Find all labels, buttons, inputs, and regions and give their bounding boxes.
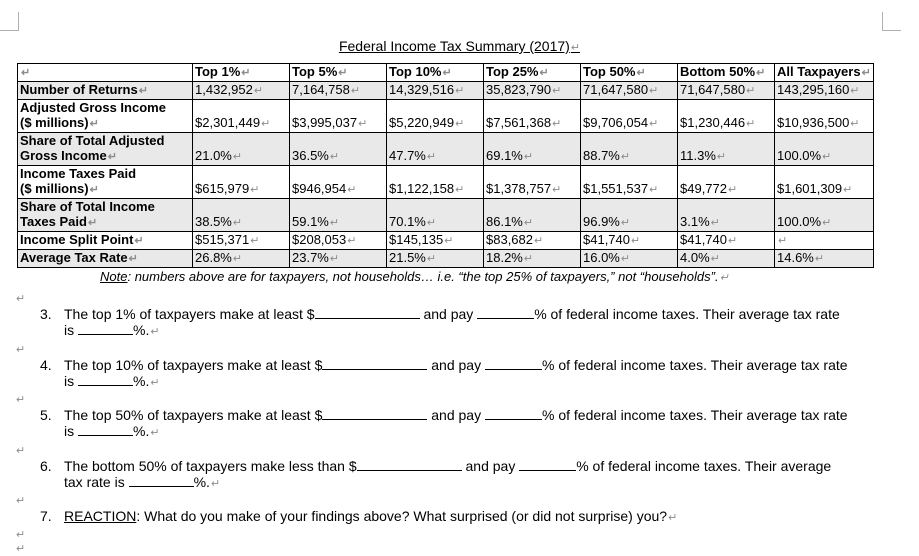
cell-value: 35,823,790 [486, 82, 552, 97]
header-label: Bottom 50% [680, 64, 756, 79]
cell-value: $3,995,037 [292, 115, 358, 130]
cell-mark: ↵ [746, 118, 756, 130]
table-cell [678, 199, 775, 232]
table-cell [387, 100, 484, 133]
cell-value: 86.1% [486, 214, 523, 229]
table-cell [678, 250, 775, 268]
cell-value: 100.0% [777, 214, 822, 229]
cell-mark: ↵ [649, 184, 659, 196]
table-cell [193, 199, 290, 232]
table-cell [193, 166, 290, 199]
question-text: % of federal income taxes. Their average tax rate [541, 357, 848, 373]
cell-value: 71,647,580 [583, 82, 649, 97]
cell-mark: ↵ [649, 118, 659, 130]
cell-mark: ↵ [329, 217, 340, 229]
cell-mark: ↵ [552, 184, 562, 196]
cell-value: $1,122,158 [389, 181, 455, 196]
question-text: is [64, 322, 78, 338]
table-cell [775, 133, 874, 166]
table-cell [581, 166, 678, 199]
cell-mark: ↵ [843, 184, 853, 196]
cell-mark: ↵ [250, 235, 260, 247]
table-cell [387, 250, 484, 268]
table-header-row [18, 64, 874, 82]
tax-summary-table [17, 63, 874, 268]
reaction-label: REACTION [64, 508, 137, 524]
table-cell [193, 82, 290, 100]
row-label-cell [18, 250, 193, 268]
cell-mark: ↵ [241, 67, 251, 79]
cell-value: $1,601,309 [777, 181, 843, 196]
header-label: Top 1% [195, 64, 241, 79]
paragraph-mark: ↵ [16, 495, 26, 507]
cell-value: $515,371 [195, 232, 250, 247]
cell-mark: ↵ [850, 85, 860, 97]
table-cell [775, 232, 874, 250]
cell-mark: ↵ [455, 85, 465, 97]
cell-mark: ↵ [87, 217, 98, 229]
row-label: Taxes Paid [20, 214, 87, 229]
cell-mark: ↵ [620, 217, 631, 229]
table-cell [678, 232, 775, 250]
answer-blank-share[interactable] [477, 306, 534, 319]
table-cell [484, 199, 581, 232]
question-text: tax rate is [64, 474, 129, 490]
cell-value: $2,301,449 [195, 115, 261, 130]
table-cell [678, 82, 775, 100]
cell-mark: ↵ [426, 151, 437, 163]
question-item [40, 306, 890, 340]
table-cell [775, 82, 874, 100]
question-continuation [40, 423, 890, 441]
row-label-cell [18, 82, 193, 100]
question-item [40, 407, 890, 441]
table-cell [290, 100, 387, 133]
table-cell [290, 250, 387, 268]
row-label: Share of Total Income [20, 199, 155, 214]
table-cell [387, 133, 484, 166]
paragraph-mark: ↵ [150, 377, 160, 389]
paragraph-mark: ↵ [668, 512, 678, 524]
table-cell [290, 199, 387, 232]
cell-mark: ↵ [350, 85, 361, 97]
row-label: Number of Returns [20, 82, 138, 97]
cell-mark: ↵ [620, 253, 631, 265]
cell-value: 7,164,758 [292, 82, 350, 97]
question-text: The top 1% of taxpayers make at least $ [64, 306, 315, 322]
page-corner-top-right [882, 12, 901, 31]
table-cell [387, 82, 484, 100]
question-number: 3. [40, 306, 52, 322]
cell-value: 3.1% [680, 214, 710, 229]
question-text: and pay [461, 458, 520, 474]
cell-value: $145,135 [389, 232, 444, 247]
table-cell [581, 250, 678, 268]
table-cell [581, 82, 678, 100]
cell-value: 11.3% [680, 148, 716, 163]
cell-mark: ↵ [347, 184, 357, 196]
cell-value: 88.7% [583, 148, 620, 163]
cell-value: $1,230,446 [680, 115, 746, 130]
cell-value: 36.5% [292, 148, 329, 163]
page-corner-top-left [0, 12, 19, 31]
cell-mark: ↵ [636, 67, 646, 79]
question-text: is [64, 373, 78, 389]
answer-blank-income[interactable] [357, 458, 462, 471]
table-cell [775, 100, 874, 133]
header-label: All Taxpayers [777, 64, 861, 79]
cell-value: 38.5% [195, 214, 232, 229]
row-label: Share of Total Adjusted [20, 133, 165, 148]
table-cell [484, 232, 581, 250]
paragraph-mark: ↵ [719, 272, 729, 284]
paragraph-mark: ↵ [16, 445, 26, 457]
cell-mark: ↵ [552, 118, 562, 130]
paragraph-mark: ↵ [210, 478, 221, 490]
cell-value: 100.0% [777, 148, 822, 163]
reaction-text: : What do you make of your findings above? What surprised (or did not surprise) you? [136, 508, 668, 524]
cell-mark: ↵ [444, 235, 454, 247]
question-text: %. [133, 423, 150, 439]
table-cell [581, 100, 678, 133]
header-cell [484, 64, 581, 82]
question-reaction [40, 509, 890, 526]
table-row [18, 232, 874, 250]
paragraph-mark: ↵ [150, 326, 160, 338]
table-cell [484, 250, 581, 268]
question-number: 4. [40, 357, 52, 373]
question-continuation [40, 322, 890, 340]
cell-mark: ↵ [329, 253, 340, 265]
cell-mark: ↵ [138, 85, 148, 97]
question-number: 7. [40, 508, 52, 524]
table-row [18, 100, 874, 133]
cell-value: $41,740 [680, 232, 727, 247]
question-text: % of federal income taxes. Their average [576, 458, 832, 474]
table-cell [290, 82, 387, 100]
row-label-cell [18, 232, 193, 250]
question-text: The top 10% of taxpayers make at least $ [64, 357, 323, 373]
row-label-cell [18, 199, 193, 232]
table-cell [387, 199, 484, 232]
header-cell [387, 64, 484, 82]
paragraph-mark: ↵ [16, 394, 26, 406]
table-row [18, 250, 874, 268]
header-label: Top 25% [486, 64, 539, 79]
table-cell [581, 199, 678, 232]
question-continuation [40, 373, 890, 391]
cell-mark: ↵ [523, 151, 534, 163]
row-label: Average Tax Rate [20, 250, 128, 265]
paragraph-mark: ↵ [570, 42, 581, 54]
paragraph-mark: ↵ [16, 543, 26, 555]
cell-mark: ↵ [814, 253, 825, 265]
table-cell [387, 232, 484, 250]
cell-value: $49,772 [680, 181, 727, 196]
header-corner-cell [18, 64, 193, 82]
question-text: and pay [427, 407, 485, 423]
header-label: Top 10% [389, 64, 442, 79]
header-label: Top 5% [292, 64, 338, 79]
table-cell [290, 133, 387, 166]
cell-mark: ↵ [539, 67, 549, 79]
row-label: Adjusted Gross Income [20, 100, 166, 115]
answer-blank-income[interactable] [322, 357, 427, 370]
cell-value: 1,432,952 [195, 82, 253, 97]
cell-mark: ↵ [455, 184, 465, 196]
cell-mark: ↵ [232, 217, 243, 229]
cell-mark: ↵ [746, 85, 756, 97]
cell-value: $41,740 [583, 232, 630, 247]
cell-mark: ↵ [134, 235, 144, 247]
question-text: %. [133, 373, 150, 389]
cell-mark: ↵ [347, 235, 357, 247]
question-text: %. [193, 474, 210, 490]
question-number: 6. [40, 458, 52, 474]
cell-mark: ↵ [21, 67, 31, 79]
cell-mark: ↵ [232, 253, 243, 265]
note-label: Note [100, 269, 128, 284]
document-title [0, 38, 919, 54]
cell-value: $9,706,054 [583, 115, 649, 130]
table-cell [775, 166, 874, 199]
header-cell [775, 64, 874, 82]
cell-mark: ↵ [710, 253, 720, 265]
table-cell [775, 199, 874, 232]
row-label: Income Split Point [20, 232, 134, 247]
row-label: ($ millions) [20, 181, 89, 196]
question-text: and pay [427, 357, 485, 373]
table-cell [678, 166, 775, 199]
cell-mark: ↵ [850, 118, 860, 130]
cell-value: $10,936,500 [777, 115, 850, 130]
cell-mark: ↵ [552, 85, 562, 97]
table-cell [193, 100, 290, 133]
question-text: % of federal income taxes. Their average tax rate [541, 407, 848, 423]
cell-value: $208,053 [292, 232, 347, 247]
answer-blank-rate[interactable] [129, 474, 194, 487]
question-item [40, 357, 890, 391]
cell-mark: ↵ [358, 118, 368, 130]
table-cell [678, 100, 775, 133]
answer-blank-income[interactable] [315, 306, 420, 319]
cell-value: $615,979 [195, 181, 250, 196]
cell-mark: ↵ [861, 67, 871, 79]
cell-mark: ↵ [261, 118, 271, 130]
cell-value: $1,551,537 [583, 181, 649, 196]
cell-value: 71,647,580 [680, 82, 746, 97]
cell-value: $946,954 [292, 181, 347, 196]
question-text: The bottom 50% of taxpayers make less than $ [64, 458, 357, 474]
cell-mark: ↵ [250, 184, 260, 196]
table-cell [775, 250, 874, 268]
table-cell [581, 133, 678, 166]
table-row [18, 166, 874, 199]
table-cell [193, 250, 290, 268]
cell-value: 14.6% [777, 250, 814, 265]
table-note [100, 269, 729, 284]
question-text: is [64, 423, 78, 439]
cell-value: 18.2% [486, 250, 523, 265]
cell-value: $7,561,368 [486, 115, 552, 130]
question-text: The top 50% of taxpayers make at least $ [64, 407, 323, 423]
paragraph-mark: ↵ [16, 293, 26, 305]
table-cell [581, 232, 678, 250]
cell-value: 96.9% [583, 214, 620, 229]
cell-mark: ↵ [455, 118, 465, 130]
table-cell [678, 133, 775, 166]
cell-mark: ↵ [822, 151, 832, 163]
cell-value: $5,220,949 [389, 115, 455, 130]
cell-mark: ↵ [89, 118, 99, 130]
table-cell [193, 133, 290, 166]
cell-value: 69.1% [486, 148, 523, 163]
table-cell [484, 166, 581, 199]
cell-mark: ↵ [232, 151, 243, 163]
cell-mark: ↵ [523, 253, 534, 265]
cell-value: 21.0% [195, 148, 232, 163]
header-cell [193, 64, 290, 82]
cell-mark: ↵ [620, 151, 631, 163]
answer-blank-rate[interactable] [78, 322, 133, 335]
cell-mark: ↵ [756, 67, 766, 79]
cell-mark: ↵ [253, 85, 264, 97]
cell-mark: ↵ [778, 235, 788, 247]
cell-value: $83,682 [486, 232, 533, 247]
cell-mark: ↵ [128, 253, 138, 265]
cell-value: 23.7% [292, 250, 329, 265]
cell-mark: ↵ [710, 217, 720, 229]
row-label: ($ millions) [20, 115, 89, 130]
cell-value: 143,295,160 [777, 82, 850, 97]
table-cell [484, 82, 581, 100]
header-cell [581, 64, 678, 82]
table-cell [290, 166, 387, 199]
table-row [18, 82, 874, 100]
cell-value: $1,378,757 [486, 181, 552, 196]
note-text: : numbers above are for taxpayers, not households… i.e. “the top 25% of taxpayers,” not “households”. [127, 269, 719, 284]
table-cell [387, 166, 484, 199]
cell-value: 4.0% [680, 250, 710, 265]
cell-mark: ↵ [426, 217, 437, 229]
question-number: 5. [40, 407, 52, 423]
question-text: % of federal income taxes. Their average tax rate [534, 306, 840, 322]
question-text: and pay [419, 306, 478, 322]
row-label-cell [18, 100, 193, 133]
paragraph-mark: ↵ [150, 427, 160, 439]
row-label: Gross Income [20, 148, 107, 163]
header-cell [678, 64, 775, 82]
cell-mark: ↵ [426, 253, 437, 265]
cell-value: 59.1% [292, 214, 329, 229]
row-label-cell [18, 166, 193, 199]
cell-value: 16.0% [583, 250, 620, 265]
cell-value: 26.8% [195, 250, 232, 265]
question-continuation [40, 474, 890, 492]
cell-mark: ↵ [89, 184, 99, 196]
cell-mark: ↵ [442, 67, 452, 79]
answer-blank-rate[interactable] [78, 373, 133, 386]
cell-mark: ↵ [716, 151, 727, 163]
cell-value: 70.1% [389, 214, 426, 229]
cell-mark: ↵ [338, 67, 348, 79]
cell-mark: ↵ [822, 217, 832, 229]
answer-blank-rate[interactable] [78, 423, 133, 436]
question-item [40, 458, 890, 492]
answer-blank-income[interactable] [322, 407, 427, 420]
cell-mark: ↵ [728, 184, 738, 196]
row-label-cell [18, 133, 193, 166]
question-text: %. [133, 322, 150, 338]
cell-value: 21.5% [389, 250, 426, 265]
table-cell [290, 232, 387, 250]
answer-blank-share[interactable] [485, 357, 542, 370]
cell-value: 14,329,516 [389, 82, 455, 97]
paragraph-mark: ↵ [16, 344, 26, 356]
cell-mark: ↵ [534, 235, 544, 247]
cell-mark: ↵ [728, 235, 738, 247]
answer-blank-share[interactable] [485, 407, 542, 420]
cell-mark: ↵ [107, 151, 117, 163]
cell-mark: ↵ [631, 235, 641, 247]
answer-blank-share[interactable] [519, 458, 576, 471]
table-row [18, 133, 874, 166]
cell-mark: ↵ [523, 217, 534, 229]
table-cell [484, 100, 581, 133]
header-label: Top 50% [583, 64, 636, 79]
table-row [18, 199, 874, 232]
row-label: Income Taxes Paid [20, 166, 137, 181]
header-cell [290, 64, 387, 82]
table-cell [484, 133, 581, 166]
title-text: Federal Income Tax Summary (2017) [338, 38, 570, 54]
cell-value: 47.7% [389, 148, 426, 163]
paragraph-mark: ↵ [16, 529, 26, 541]
cell-mark: ↵ [649, 85, 659, 97]
table-cell [193, 232, 290, 250]
cell-mark: ↵ [329, 151, 340, 163]
